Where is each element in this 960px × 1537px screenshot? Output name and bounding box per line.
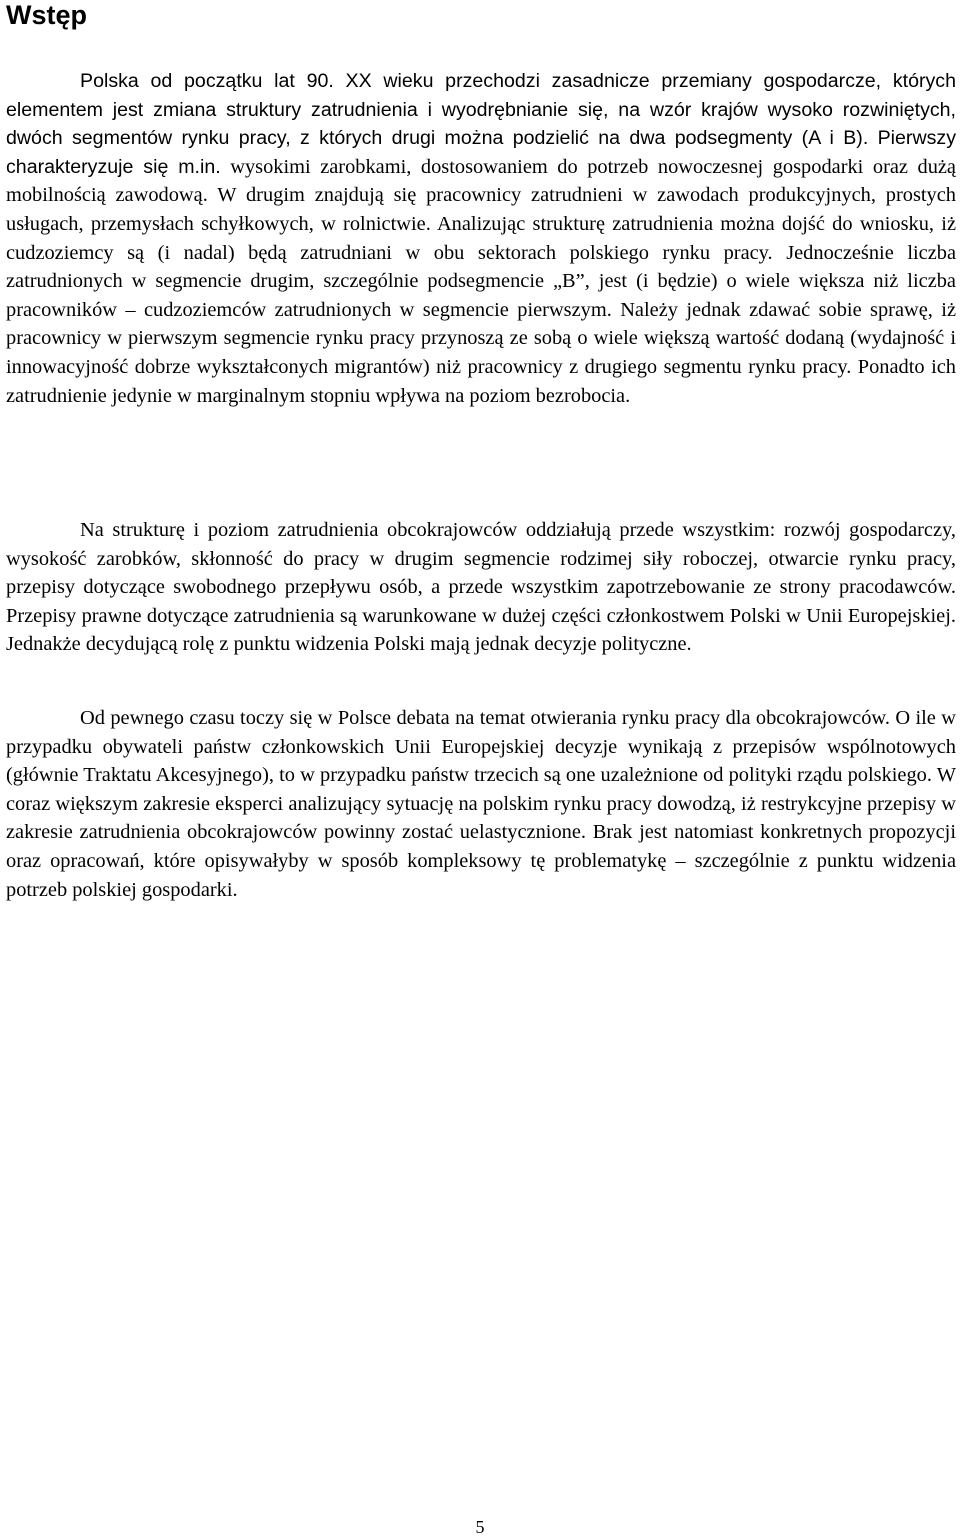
paragraph-factors-text: Na strukturę i poziom zatrudnienia obcokrajowców oddziałują przede wszystkim: rozwój gospodarczy, wysokość zarobków, skłonność do pracy w drugim segmencie rodzimej siły roboczej, otwarcie rynku pracy, przepisy dotyczące swobodnego przepływu osób, a przede wszystkim zapotrzebowanie ze strony pracodawców. Przepisy prawne dotyczące zatrudnienia są warunkowane w dużej części członkostwem Polski w Unii Europejskiej. Jednakże decydującą rolę z punktu widzenia Polski mają jednak decyzje polityczne. [6, 519, 956, 656]
paragraph-debate-text: Od pewnego czasu toczy się w Polsce debata na temat otwierania rynku pracy dla obcokrajowców. O ile w przypadku obywateli państw członkowskich Unii Europejskiej decyzje wynikają z przepisów wspólnotowych (głównie Traktatu Akcesyjnego), to w przypadku państw trzecich są one uzależnione od polityki rządu polskiego. W coraz większym zakresie eksperci analizujący sytuację na polskim rynku pracy dowodzą, iż restrykcyjne przepisy w zakresie zatrudnienia obcokrajowców powinny zostać uelastycznione. Brak jest natomiast konkretnych propozycji oraz opracowań, które opisywałyby w sposób kompleksowy tę problematykę – szczególnie z punktu widzenia potrzeb polskiej gospodarki. [6, 707, 956, 901]
page-number: 5 [475, 1517, 485, 1537]
paragraph-intro-part-2: wysokimi zarobkami, dostosowaniem do potrzeb nowoczesnej gospodarki oraz dużą mobilnością zawodową. W drugim znajdują się pracownicy zatrudnieni w zawodach produkcyjnych, prostych usługach, przemysłach schyłkowych, w rolnictwie. [6, 155, 956, 235]
paragraph-intro [6, 67, 956, 410]
page-heading: Wstęp [6, 0, 87, 30]
paragraph-intro-part-3: Analizując strukturę zatrudnienia można dojść do wniosku, iż cudzoziemcy są (i nadal) będą zatrudniani w obu sektorach polskiego rynku pracy. Jednocześnie liczba zatrudnionych w segmencie drugim, szczególnie podsegmencie „B”, jest (i będzie) o wiele większa niż liczba pracowników – cudzoziemców zatrudnionych w segmencie pierwszym. Należy jednak zdawać sobie sprawę, iż pracownicy w pierwszym segmencie rynku pracy przynoszą ze sobą o wiele większą wartość dodaną (wydajność i innowacyjność dobrze wykształconych migrantów) niż pracownicy z drugiego segmentu rynku pracy. Ponadto ich zatrudnienie jedynie w marginalnym stopniu wpływa na poziom bezrobocia. [6, 212, 956, 407]
paragraph-intro-part-1: Polska od początku lat 90. XX wieku przechodzi zasadnicze przemiany gospodarcze, których elementem jest zmiana struktury zatrudnienia i wyodrębnianie się, na wzór krajów wysoko rozwiniętych, dwóch segmentów rynku pracy, z których drugi można podzielić na dwa podsegmenty (A i B). Pierwszy charakteryzuje się m.in. [6, 70, 956, 178]
paragraph-debate [6, 704, 956, 904]
paragraph-factors [6, 516, 956, 659]
